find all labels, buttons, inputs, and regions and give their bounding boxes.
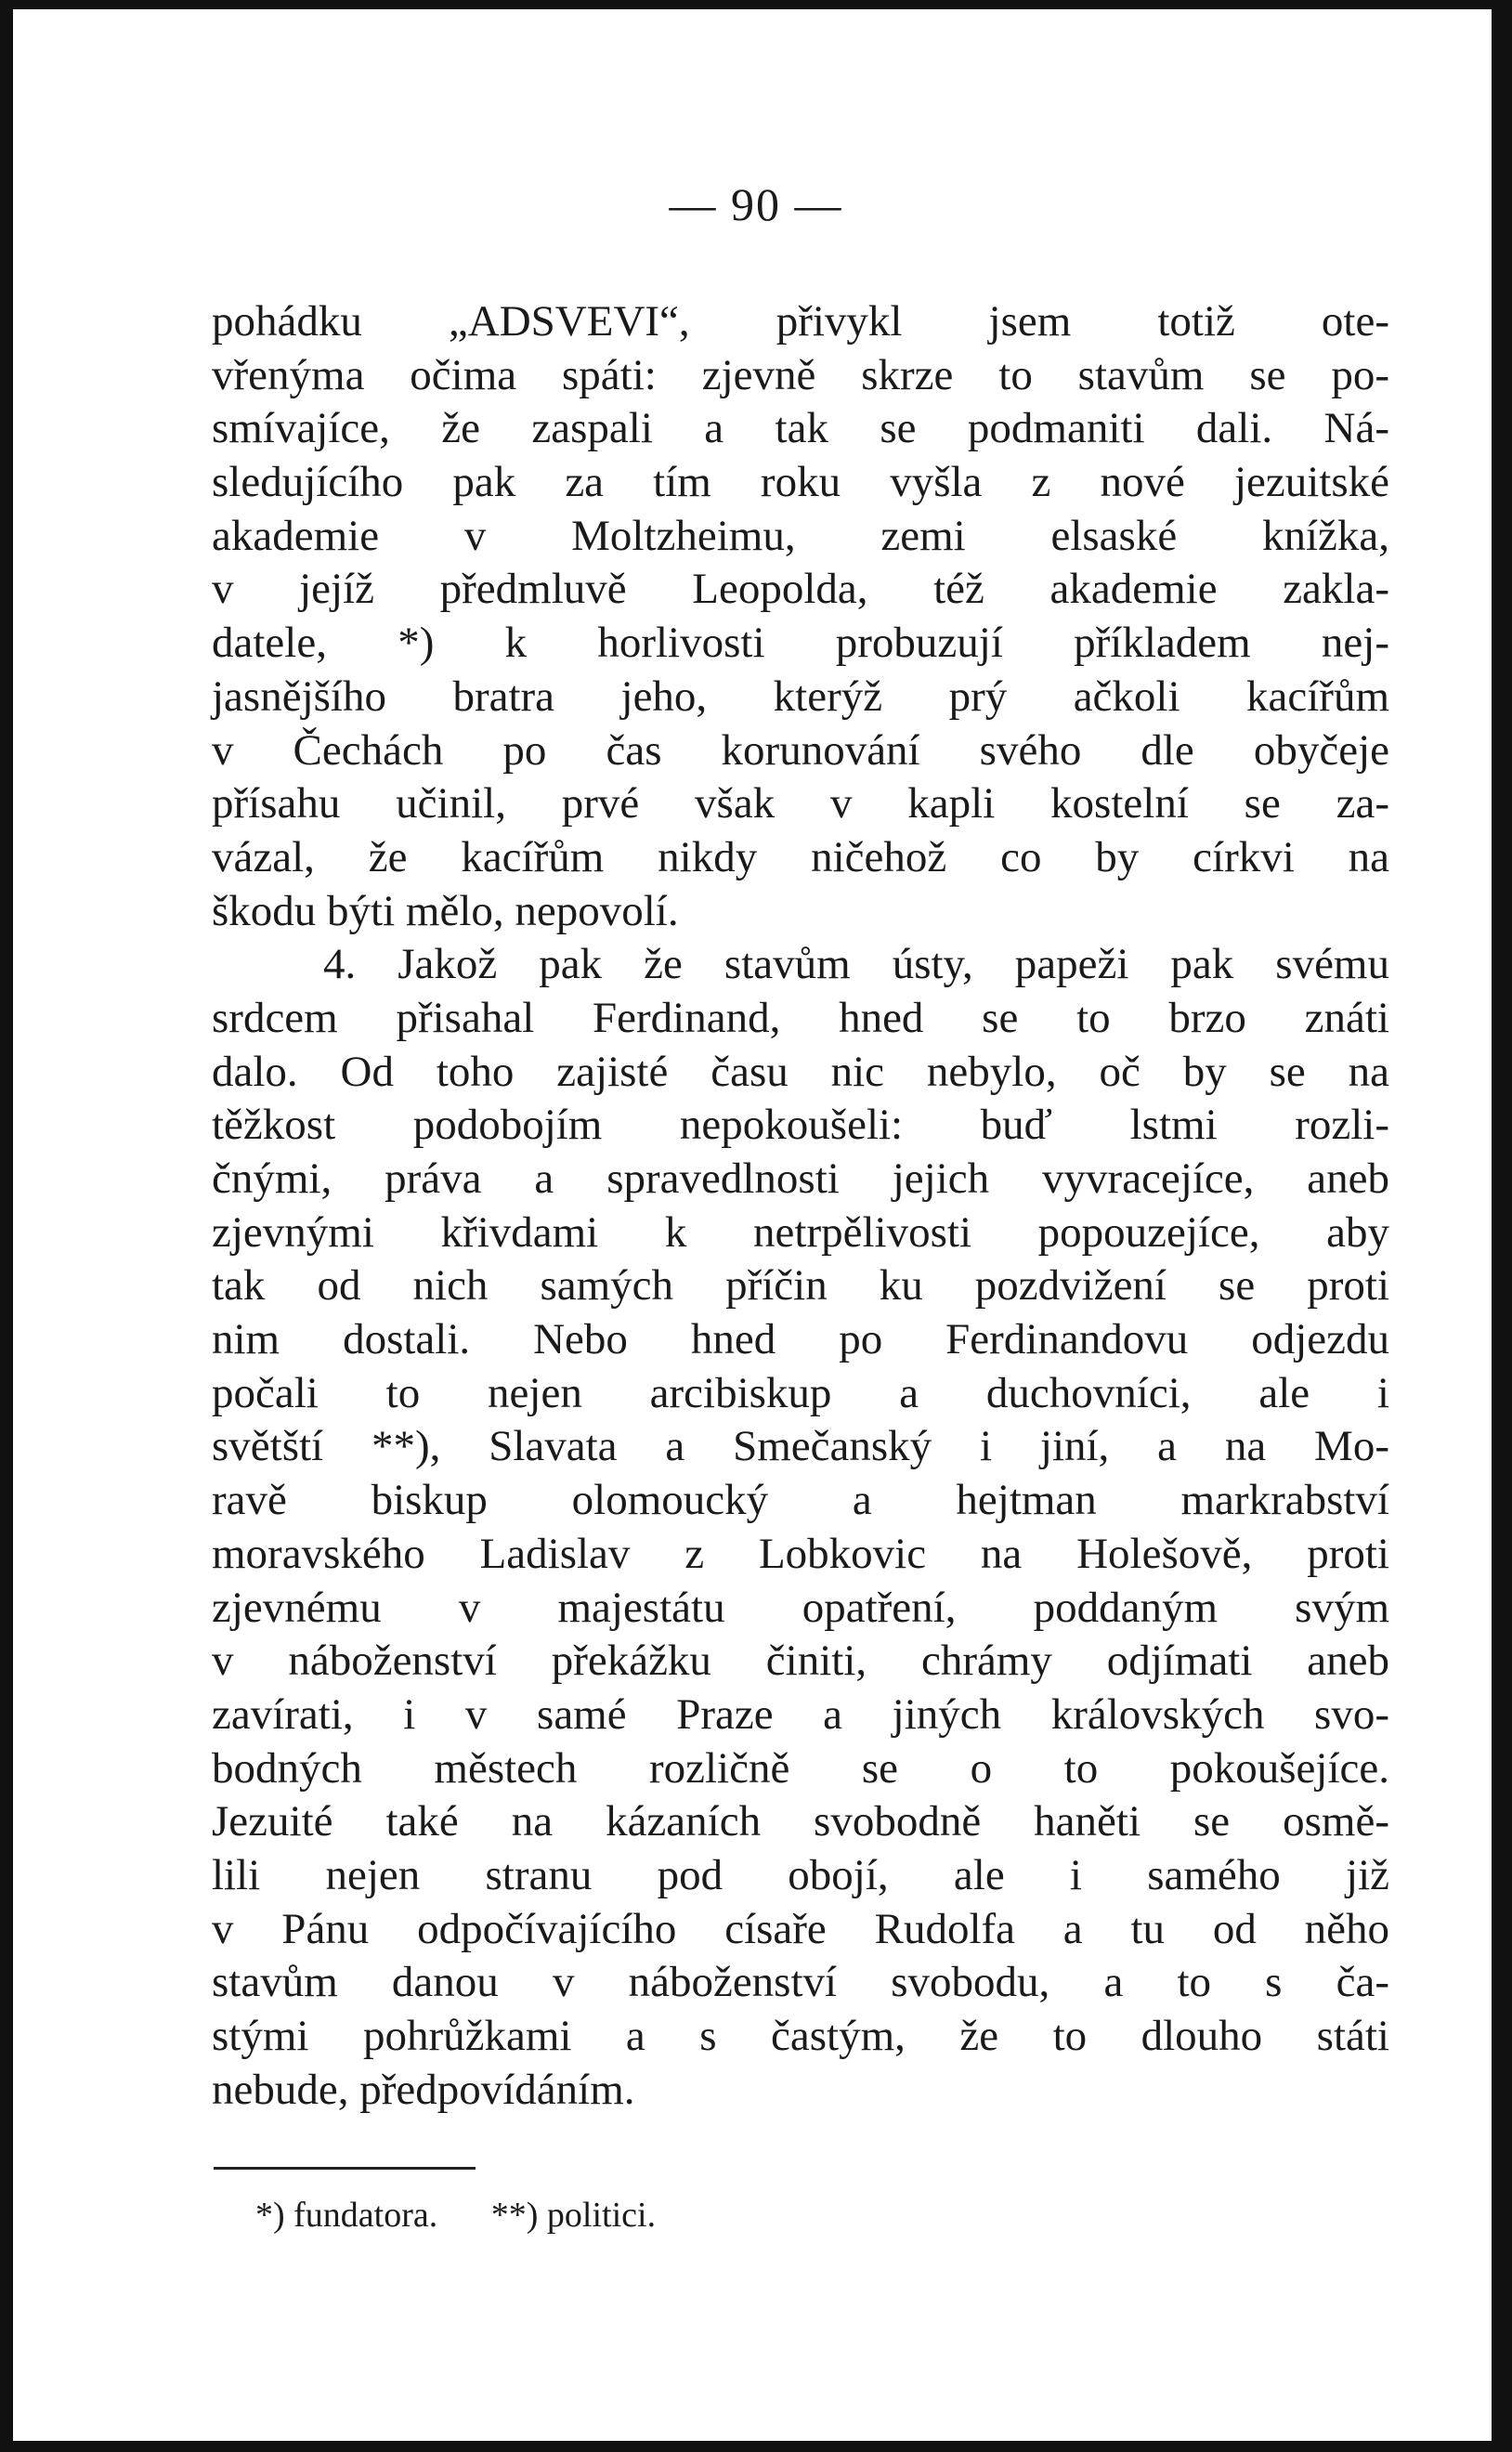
text-line: srdcem přisahal Ferdinand, hned se to brzo znáti — [212, 993, 1389, 1042]
footnote-1: *) fundatora. — [255, 2196, 438, 2235]
paragraph-start-line: 4. Jakož pak že stavům ústy, papeži pak svému — [323, 940, 1389, 989]
text-line: zjevnými křivdami k netrpělivosti popouzejíce, aby — [212, 1207, 1389, 1257]
text-line: dalo. Od toho zajisté času nic nebylo, oč by se na — [212, 1047, 1389, 1096]
text-line: v jejíž předmluvě Leopolda, též akademie zakla- — [212, 565, 1389, 614]
text-line: stými pohrůžkami a s častým, že to dlouho státi — [212, 2012, 1389, 2060]
page-number: — 90 — — [669, 178, 843, 230]
text-line: stavům danou v náboženství svobodu, a to s ča- — [212, 1958, 1389, 2007]
text-line: ravě biskup olomoucký a hejtman markrabství — [212, 1476, 1389, 1525]
text-line: Jezuité také na kázaních svobodně haněti se osmě- — [212, 1797, 1389, 1846]
text-line: v náboženství překážku činiti, chrámy odjímati aneb — [212, 1637, 1389, 1686]
text-line: v Pánu odpočívajícího císaře Rudolfa a tu od něho — [212, 1904, 1389, 1953]
text-line: počali to nejen arcibiskup a duchovníci, ale i — [212, 1368, 1389, 1417]
text-line: nebude, předpovídáním. — [212, 2065, 635, 2114]
text-line: v Čechách po čas korunování svého dle obyčeje — [212, 725, 1389, 775]
text-line: vázal, že kacířům nikdy ničehož co by církvi na — [212, 832, 1389, 881]
text-line: těžkost podobojím nepokoušeli: buď lstmi rozli- — [212, 1101, 1389, 1150]
text-line: vřenýma očima spáti: zjevně skrze to stavům se po- — [212, 350, 1389, 399]
text-line: pohádku „ADSVEVI“, přivykl jsem totiž ote- — [212, 297, 1389, 346]
footnote-rule — [214, 2167, 476, 2170]
text-line: jasnějšího bratra jeho, kterýž prý ačkoli kacířům — [212, 672, 1389, 721]
text-line: tak od nich samých příčin ku pozdvižení se proti — [212, 1261, 1389, 1311]
footnotes — [255, 2192, 700, 2238]
text-line: lili nejen stranu pod obojí, ale i samého již — [212, 1850, 1389, 1899]
text-line: zjevnému v majestátu opatření, poddaným svým — [212, 1583, 1389, 1632]
text-line: moravského Ladislav z Lobkovic na Holešově, proti — [212, 1529, 1389, 1578]
text-line: zavírati, i v samé Praze a jiných královských svo- — [212, 1689, 1389, 1739]
footnote-2: **) politici. — [490, 2196, 657, 2235]
text-line: datele, *) k horlivosti probuzují příkladem nej- — [212, 619, 1389, 668]
text-line: sledujícího pak za tím roku vyšla z nové jezuitské — [212, 458, 1389, 507]
text-line: přísahu učinil, prvé však v kapli kostelní se za- — [212, 779, 1389, 828]
text-line: čnými, práva a spravedlnosti jejich vyvracejíce, aneb — [212, 1154, 1389, 1203]
text-line: akademie v Moltzheimu, zemi elsaské knížka, — [212, 511, 1389, 560]
text-line: smívajíce, že zaspali a tak se podmaniti dali. Ná- — [212, 404, 1389, 453]
text-line: bodných městech rozličně se o to pokoušejíce. — [212, 1743, 1389, 1793]
text-line: škodu býti mělo, nepovolí. — [212, 886, 679, 935]
text-line: světští **), Slavata a Smečanský i jiní, a na Mo- — [212, 1422, 1389, 1471]
body-text — [212, 295, 1389, 2117]
text-line: nim dostali. Nebo hned po Ferdinandovu odjezdu — [212, 1315, 1389, 1364]
